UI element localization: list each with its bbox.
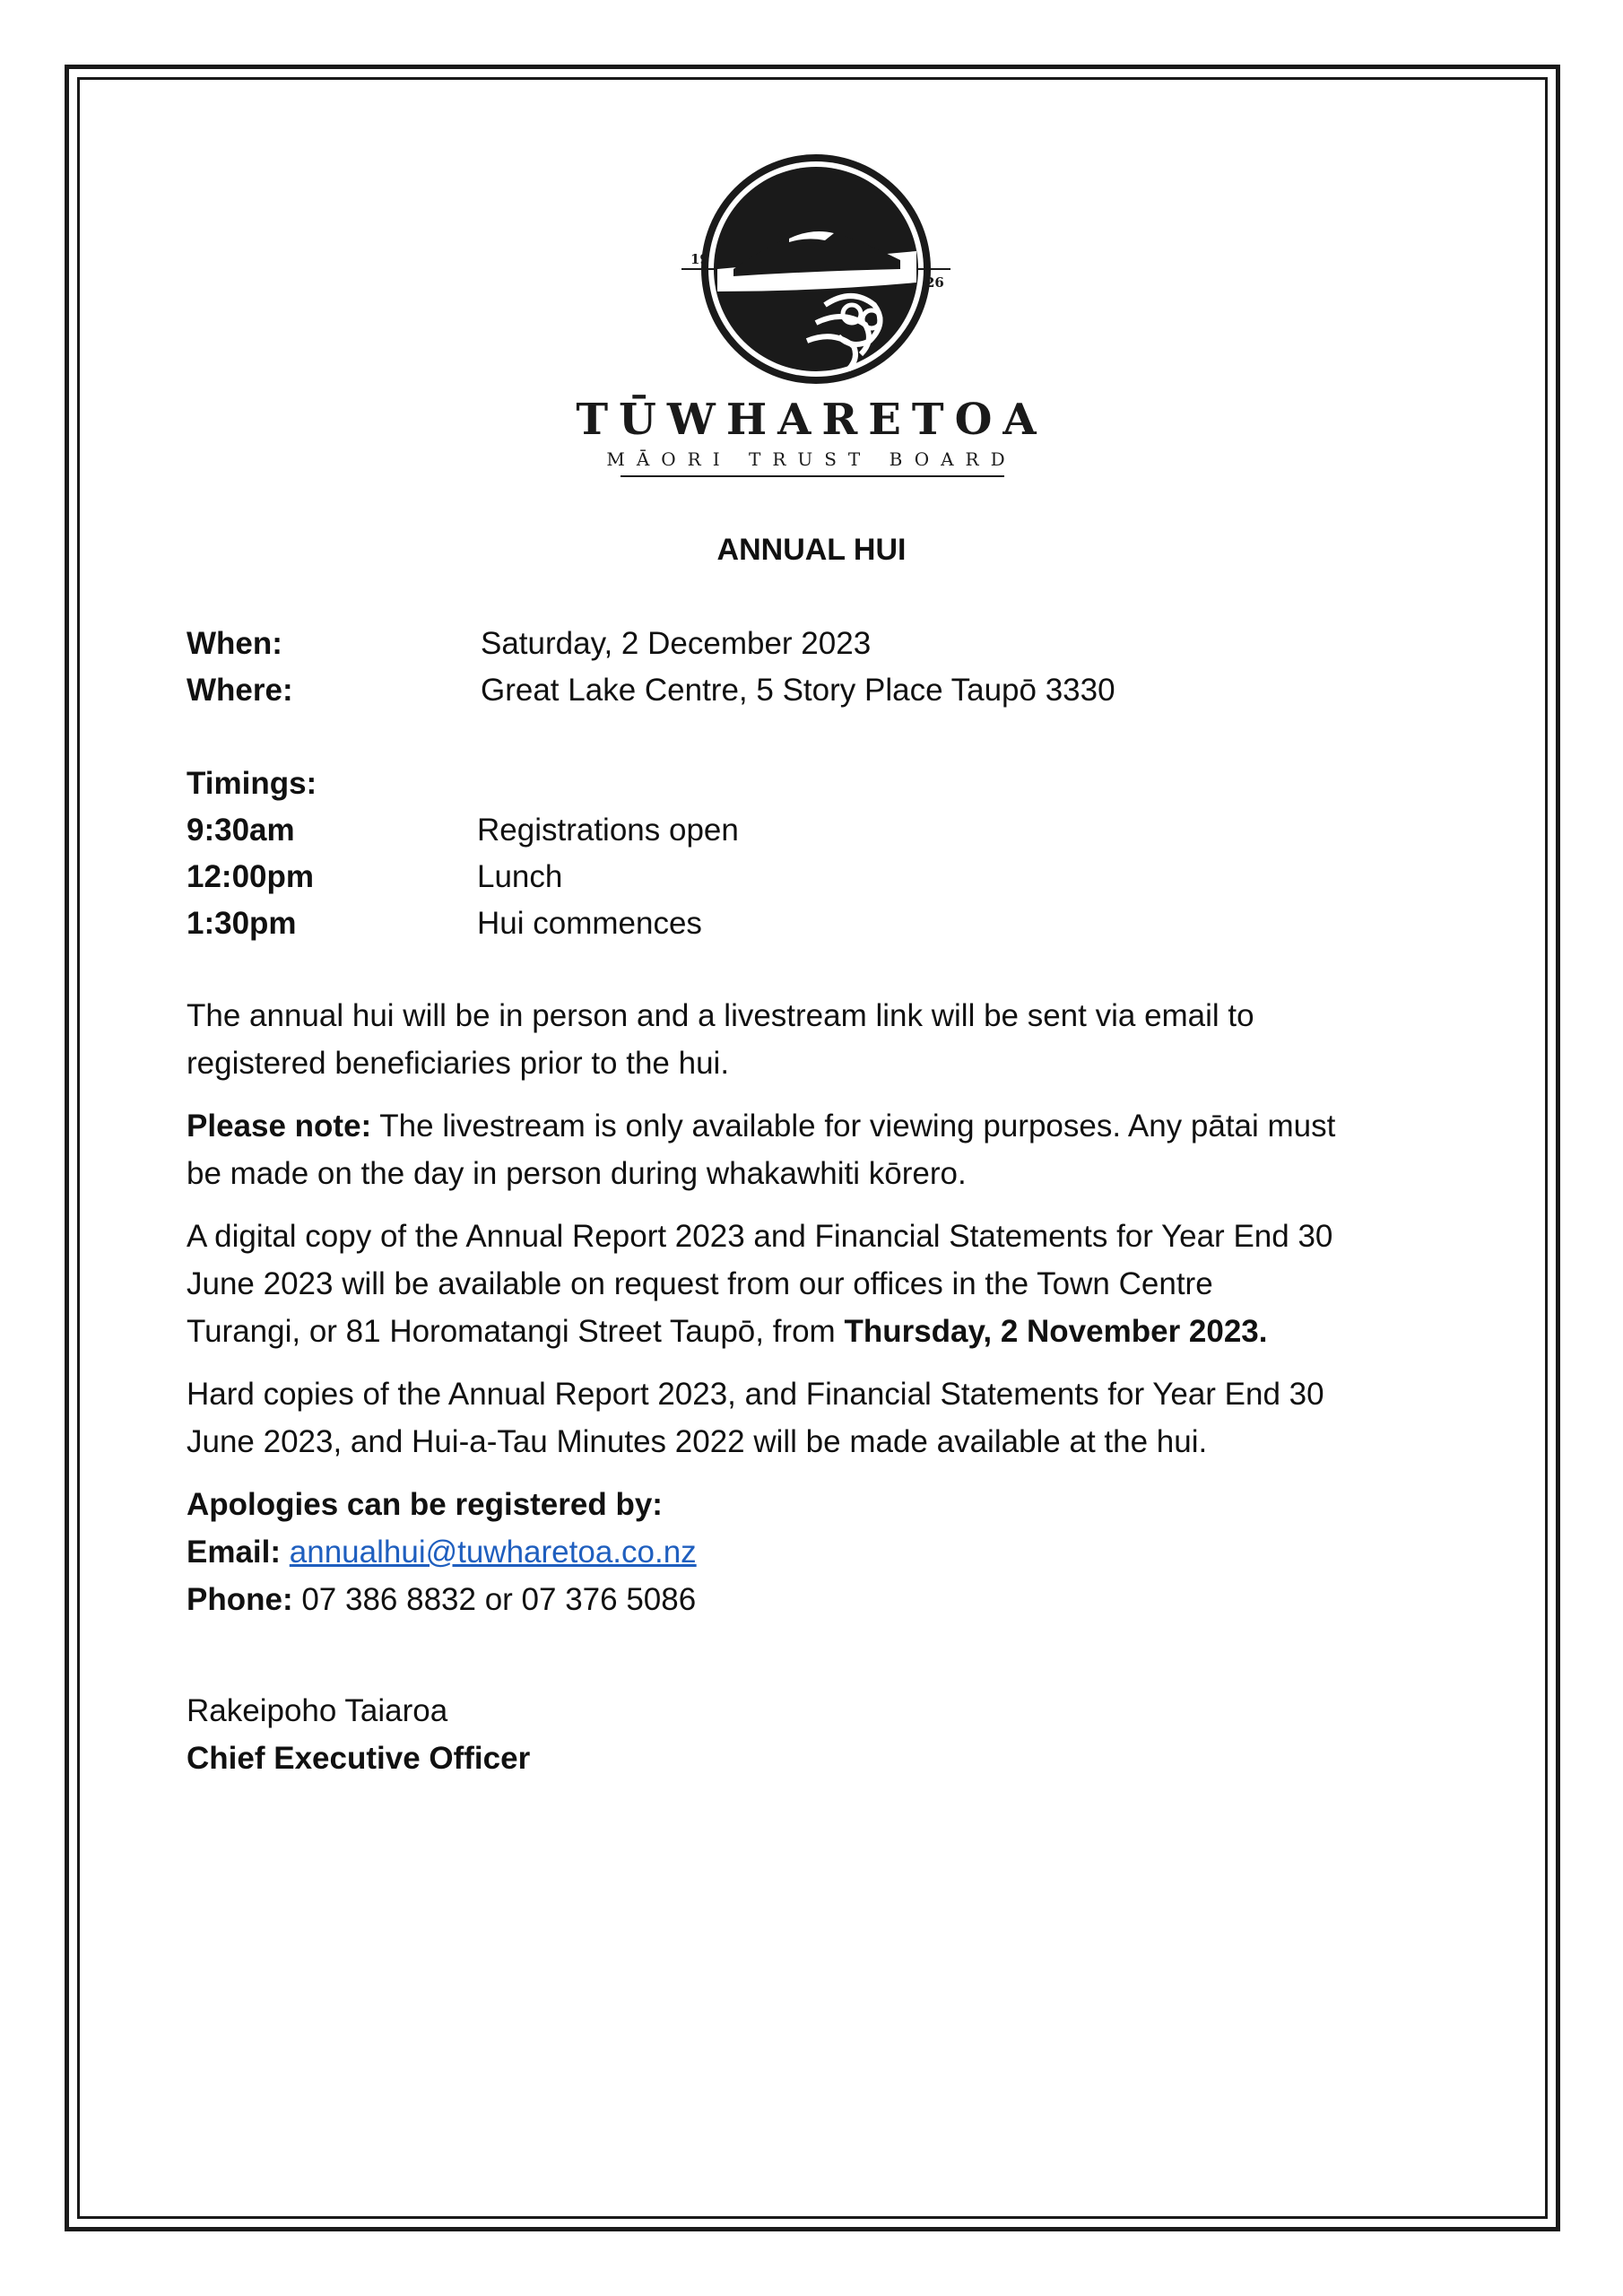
page-title: ANNUAL HUI	[716, 533, 907, 567]
please-note-line: be made on the day in person during whakawhiti kōrero.	[187, 1156, 967, 1191]
email-label: Email:	[187, 1535, 282, 1570]
signatory-title: Chief Executive Officer	[187, 1741, 531, 1776]
digital-copy-line: A digital copy of the Annual Report 2023 and Financial Statements for Year End 30	[187, 1219, 1333, 1254]
apologies-heading: Apologies can be registered by:	[187, 1487, 663, 1522]
timing-desc: Lunch	[477, 859, 563, 894]
timing-time: 1:30pm	[187, 906, 297, 941]
digital-copy-line: June 2023 will be available on request from our offices in the Town Centre	[187, 1266, 1213, 1301]
email-link[interactable]: annualhui@tuwharetoa.co.nz	[289, 1535, 697, 1570]
logo-subtitle: MĀORI TRUST BOARD	[606, 448, 1017, 470]
phone-value: 07 386 8832 or 07 376 5086	[292, 1582, 697, 1617]
timing-desc: Registrations open	[477, 813, 739, 848]
signatory-name: Rakeipoho Taiaroa	[187, 1693, 448, 1728]
phone-label: Phone:	[187, 1582, 293, 1617]
where-label: Where:	[187, 673, 293, 708]
paragraph-livestream-line: registered beneficiaries prior to the hui.	[187, 1046, 730, 1081]
digital-copy-line	[187, 1316, 1268, 1347]
tuwharetoa-emblem-logo	[681, 135, 950, 404]
please-note-line	[187, 1110, 1335, 1142]
logo-wordmark: TŪWHARETOA	[576, 395, 1047, 445]
digital-copy-text: Turangi, or 81 Horomatangi Street Taupō, from	[187, 1314, 845, 1349]
please-note-label: Please note:	[187, 1109, 372, 1144]
logo-underline	[621, 475, 1004, 477]
hard-copies-line: Hard copies of the Annual Report 2023, and Financial Statements for Year End 30	[187, 1377, 1324, 1412]
timing-time: 9:30am	[187, 813, 295, 848]
logo-year-left: 19	[690, 251, 709, 267]
timing-desc: Hui commences	[477, 906, 702, 941]
when-value: Saturday, 2 December 2023	[481, 626, 872, 661]
please-note-text: The livestream is only available for viewing purposes. Any pātai must	[371, 1109, 1336, 1144]
hard-copies-line: June 2023, and Hui-a-Tau Minutes 2022 will be made available at the hui.	[187, 1424, 1208, 1459]
timing-time: 12:00pm	[187, 859, 315, 894]
logo-year-right: 26	[925, 274, 944, 291]
where-value: Great Lake Centre, 5 Story Place Taupō 3330	[481, 673, 1115, 708]
phone-line	[187, 1584, 696, 1615]
email-line	[187, 1536, 697, 1568]
digital-copy-date: Thursday, 2 November 2023.	[844, 1314, 1268, 1349]
when-label: When:	[187, 626, 282, 661]
paragraph-livestream-line: The annual hui will be in person and a livestream link will be sent via email to	[187, 998, 1254, 1033]
timings-label: Timings:	[187, 766, 317, 801]
